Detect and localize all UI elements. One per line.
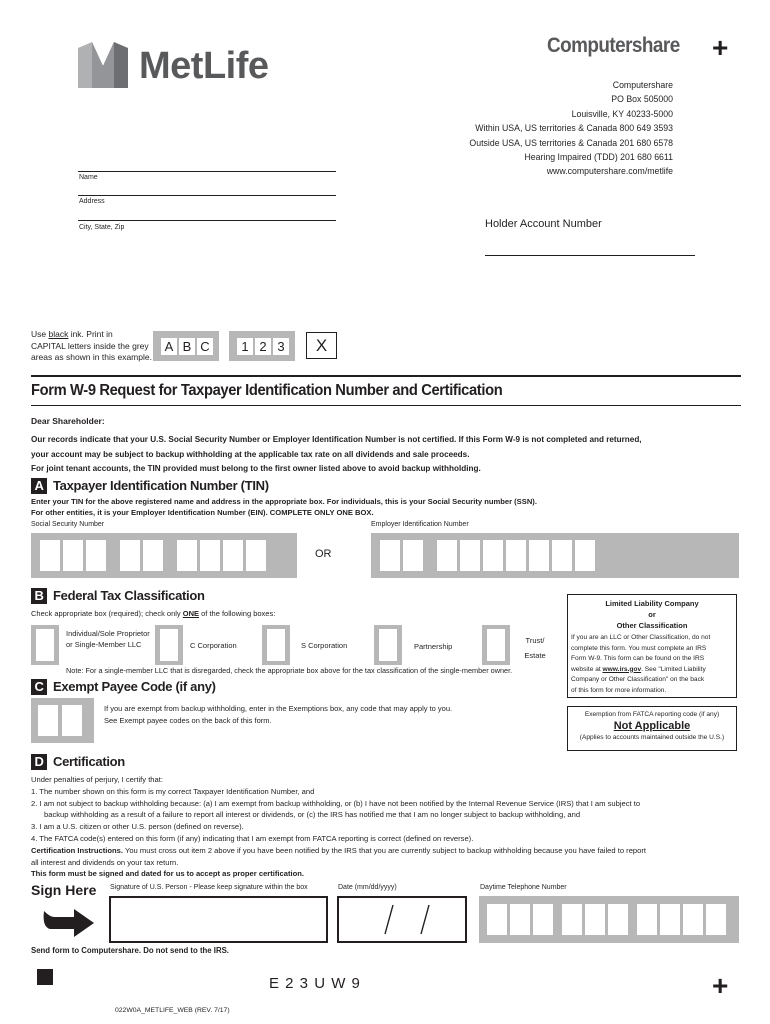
fatca-value: Not Applicable [613,720,691,732]
llc-text-line: complete this form. You must complete an IRS [571,644,707,652]
exempt-code-digit[interactable] [38,705,58,736]
city-label: City, State, Zip [79,224,125,231]
phone-digit[interactable] [608,904,628,935]
cert-item: 3. I am a U.S. citizen or other U.S. person (defined on reverse). [31,822,244,832]
certification-text [31,774,646,880]
plus-mark-bottom: + [712,970,729,1001]
city-field[interactable] [78,202,336,220]
address-line: PO Box 505000 [611,94,673,106]
phone-digit[interactable] [706,904,726,935]
section-a-title: Taxpayer Identification Number (TIN) [53,478,269,493]
address-line: www.computershare.com/metlife [546,166,673,178]
section-b-instructions [31,609,275,618]
section-b-heading [31,588,205,604]
ssn-input[interactable] [31,533,297,578]
phone-digit[interactable] [487,904,507,935]
llc-text [571,633,737,696]
intro-line: your account may be subject to backup withholding at the applicable tax rate on all dividends and sale proceeds. [31,448,470,459]
ein-digit[interactable] [529,540,549,571]
metlife-brand: MetLife [139,45,269,87]
sign-arrow-icon [40,905,96,941]
ein-label: Employer Identification Number [371,521,469,528]
ink-prefix: Use [31,329,49,339]
checkbox-s-corporation[interactable] [262,625,290,665]
checkbox-trust-estate[interactable] [482,625,510,665]
ssn-digit[interactable] [120,540,140,571]
llc-info-box [567,594,737,698]
greeting: Dear Shareholder: [31,416,105,426]
section-b-title: Federal Tax Classification [53,588,205,603]
section-b-note: Note: For a single-member LLC that is disregarded, check the appropriate box above for the tax classification of the single-member owner. [66,666,513,675]
ein-digit[interactable] [437,540,457,571]
phone-label: Daytime Telephone Number [480,884,567,891]
option-partnership-label: Partnership [414,642,453,651]
phone-digit[interactable] [510,904,530,935]
section-a-letter: A [31,478,47,494]
phone-digit[interactable] [533,904,553,935]
ein-digit[interactable] [483,540,503,571]
option-s-corp-label: S Corporation [301,641,348,650]
section-a-line: Enter your TIN for the above registered name and address in the appropriate box. For individuals, this is your Social Security number (SSN). [31,497,537,506]
option-trust-label: Trust/ Estate [524,636,546,660]
city-line [78,220,336,221]
ssn-digit[interactable] [86,540,106,571]
llc-text-line: Form W-9. This form can be found on the IRS [571,655,705,662]
llc-text-line: Company or Other Classification" on the back [571,676,705,683]
llc-title [568,598,736,631]
section-c-title: Exempt Payee Code (if any) [53,679,216,694]
section-a-heading [31,478,269,494]
checkbox-c-corporation[interactable] [155,625,183,665]
ein-digit[interactable] [552,540,572,571]
example-letter: C [197,338,213,355]
option-individual-label: Individual/Sole Proprietor or Single-Member LLC [66,629,150,649]
sign-here-label: Sign Here [31,882,97,898]
checkbox-partnership[interactable] [374,625,402,665]
address-line: Computershare [612,80,673,91]
cert-instructions-line2: all interest and dividends on your tax return. [31,857,179,867]
section-d-title: Certification [53,754,125,769]
llc-title-line: Limited Liability Company [605,599,699,608]
ssn-digit[interactable] [143,540,163,571]
ssn-digit[interactable] [246,540,266,571]
option-c-corp-label: C Corporation [190,641,237,650]
example-letter: A [161,338,177,355]
ssn-digit[interactable] [223,540,243,571]
phone-digit[interactable] [660,904,680,935]
account-field[interactable] [485,234,695,254]
title-rule [31,375,741,377]
address-field[interactable] [78,177,336,195]
llc-text-line: of this form for more information. [571,686,667,694]
example-number: 1 [237,338,253,355]
section-c-line: See Exempt payee codes on the back of this form. [104,716,272,725]
date-separators-icon [339,898,465,941]
section-b-letter: B [31,588,47,604]
ein-digit[interactable] [403,540,423,571]
cert-instructions-text: You must cross out item 2 above if you have been notified by the IRS that you are currently subject to backup withholding because you have failed to report [122,845,647,855]
llc-title-line: Other Classification [616,621,688,630]
phone-input[interactable] [479,896,739,943]
ein-digit[interactable] [380,540,400,571]
section-b-instr-post: of the following boxes: [199,609,276,618]
date-field[interactable] [337,896,467,943]
address-label: Address [79,198,105,205]
section-b-instr-pre: Check appropriate box (required); check only [31,609,183,618]
form-title: Form W-9 Request for Taxpayer Identification Number and Certification [31,382,503,399]
ink-line3: areas as shown in this example. [31,352,152,362]
irs-link[interactable]: www.irs.gov [602,665,642,673]
title-rule-bottom [31,405,741,406]
example-number: 2 [255,338,271,355]
ink-rest: ink. Print in [68,329,113,339]
computershare-logo [547,34,680,58]
section-a-line: For other entities, it is your Employer Identification Number (EIN). COMPLETE ONLY ONE BOX. [31,507,374,517]
ink-word: black [48,329,69,339]
ein-input[interactable] [371,533,739,578]
name-label: Name [79,174,98,181]
address-line: Louisville, KY 40233-5000 [571,108,673,120]
example-numbers-box [229,331,295,361]
fatca-note: (Applies to accounts maintained outside the U.S.) [579,734,725,741]
llc-text-post: . See "Limited Liability [641,665,706,673]
account-line [485,255,695,256]
ssn-digit[interactable] [40,540,60,571]
section-c-letter: C [31,679,47,695]
section-d-heading [31,754,125,770]
section-c-line: If you are exempt from backup withholding, enter in the Exemptions box, any code that may apply to you. [104,704,453,713]
address-line: Hearing Impaired (TDD) 201 680 6611 [524,152,673,164]
cert-intro: Under penalties of perjury, I certify that: [31,775,163,784]
cert-item: 1. The number shown on this form is my correct Taxpayer Identification Number, and [31,786,315,796]
must-sign-text: This form must be signed and dated for us to accept as proper certification. [31,869,305,879]
or-label: OR [315,548,332,560]
phone-digit[interactable] [562,904,582,935]
ein-digit[interactable] [506,540,526,571]
signature-label: Signature of U.S. Person - Please keep signature within the box [110,884,308,891]
signature-field[interactable] [109,896,328,943]
fatca-label: Exemption from FATCA reporting code (if any) [584,711,720,718]
computershare-logo-text: Computershare [547,34,680,57]
checkbox-individual[interactable] [31,625,59,665]
phone-digit[interactable] [585,904,605,935]
ink-line2: CAPITAL letters inside the grey [31,340,149,351]
address-line: Within USA, US territories & Canada 800 649 3593 [475,123,673,135]
metlife-logo [78,42,128,93]
section-b-instr-one: ONE [182,609,200,618]
section-c-text [104,703,452,727]
example-x-box: X [306,332,337,359]
account-label: Holder Account Number [485,218,602,230]
section-c-heading [31,679,216,695]
example-letters-box [153,331,219,361]
exempt-code-input[interactable] [31,698,94,743]
address-line: Outside USA, US territories & Canada 201 680 6578 [469,137,673,149]
intro-line: For joint tenant accounts, the TIN provided must belong to the first owner listed above to avoid backup withholding. [31,463,481,473]
section-d-letter: D [31,754,47,770]
fatca-box [567,706,737,751]
llc-title-or: or [648,610,656,619]
revision-code: 022W0A_METLIFE_WEB (REV. 7/17) [115,1007,230,1014]
computershare-address [397,79,673,180]
ssn-digit[interactable] [200,540,220,571]
intro-text [31,432,722,476]
registration-square [37,969,53,985]
phone-digit[interactable] [683,904,703,935]
ink-instructions [31,329,156,364]
section-a-instructions [31,497,537,518]
cert-item: backup withholding as a result of a failure to report all interest or dividends, or (c) the IRS has notified me that I am no longer subject to backup withholding, and [44,810,581,820]
ssn-digit[interactable] [63,540,83,571]
example-letter: B [179,338,195,355]
intro-line: Our records indicate that your U.S. Social Security Number or Employer Identification Number is not certified. If this Form W-9 is not completed and returned, [31,434,642,444]
ein-digit[interactable] [460,540,480,571]
name-line [78,171,336,172]
ssn-label: Social Security Number [31,521,105,528]
ein-digit[interactable] [575,540,595,571]
llc-text-pre: website at [571,665,603,673]
address-line-rule [78,195,336,196]
phone-digit[interactable] [637,904,657,935]
exempt-code-digit[interactable] [62,705,82,736]
metlife-logo-icon [78,42,128,88]
cert-item: 2. I am not subject to backup withholding because: (a) I am exempt from backup withholding, or (b) I have not been notified by the Internal Revenue Service (IRS) that I am subject to [31,798,641,808]
name-field[interactable] [78,152,336,170]
form-code: E 2 3 U W 9 [269,975,361,992]
cert-item: 4. The FATCA code(s) entered on this form (if any) indicating that I am exempt from FATCA reporting is correct (defined on reverse). [31,833,474,843]
example-number: 3 [273,338,289,355]
plus-mark-top: + [712,32,729,63]
send-instruction: Send form to Computershare. Do not send to the IRS. [31,946,229,955]
ssn-digit[interactable] [177,540,197,571]
date-label: Date (mm/dd/yyyy) [338,884,397,891]
llc-text-line: If you are an LLC or Other Classification, do not [571,634,711,641]
cert-instructions-bold: Certification Instructions. [31,845,123,855]
